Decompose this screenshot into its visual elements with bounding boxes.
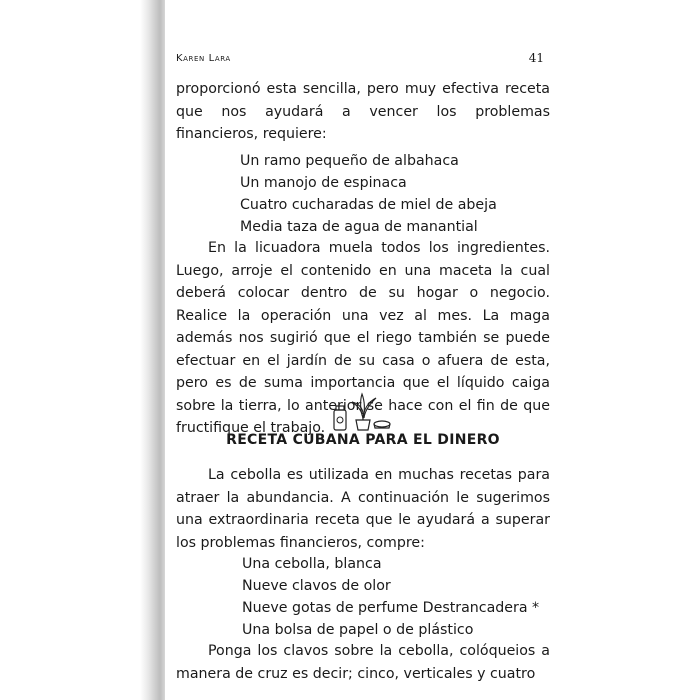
- list-item: Nueve gotas de perfume Destrancadera *: [242, 600, 540, 616]
- paragraph-1: proporcionó esta sencilla, pero muy efectiva receta que nos ayudará a vencer los problemas financieros, requiere:: [176, 81, 550, 142]
- plant-and-jars-icon: [330, 392, 394, 432]
- page-number: 41: [528, 51, 544, 65]
- page-gutter-shadow: [0, 0, 165, 700]
- running-head: Karen Lara: [176, 53, 231, 64]
- list-item: Un ramo pequeño de albahaca: [240, 153, 459, 169]
- page-header: [176, 53, 546, 69]
- list-item: Una bolsa de papel o de plástico: [242, 622, 474, 638]
- section-title: RECETA CUBANA PARA EL DINERO: [226, 432, 500, 448]
- list-item: Una cebolla, blanca: [242, 556, 382, 572]
- list-item: Nueve clavos de olor: [242, 578, 391, 594]
- list-item: Media taza de agua de manantial: [240, 219, 478, 235]
- list-item: Cuatro cucharadas de miel de abeja: [240, 197, 497, 213]
- paragraph-3: La cebolla es utilizada en muchas recetas para atraer la abundancia. A continuación le sugerimos una extraordinaria receta que le ayudará a superar los problemas financieros, compre:: [176, 467, 550, 551]
- paragraph-4: Ponga los clavos sobre la cebolla, colóqueios a manera de cruz es decir; cinco, verticales y cuatro: [176, 643, 550, 682]
- paragraph-2: En la licuadora muela todos los ingredientes. Luego, arroje el contenido en una maceta la cual deberá colocar dentro de su hogar o negocio. Realice la operación una vez al mes. La maga además nos sugirió que el riego también se puede efectuar en el jardín de su casa o afuera de esta, pero es de suma importancia que el líquido caiga sobre la tierra, lo anterior se hace con el fin de que fructifique el trabajo.: [176, 240, 550, 436]
- ingredient-list-2: [242, 553, 539, 641]
- ingredient-list-1: [240, 150, 497, 238]
- list-item: Un manojo de espinaca: [240, 175, 407, 191]
